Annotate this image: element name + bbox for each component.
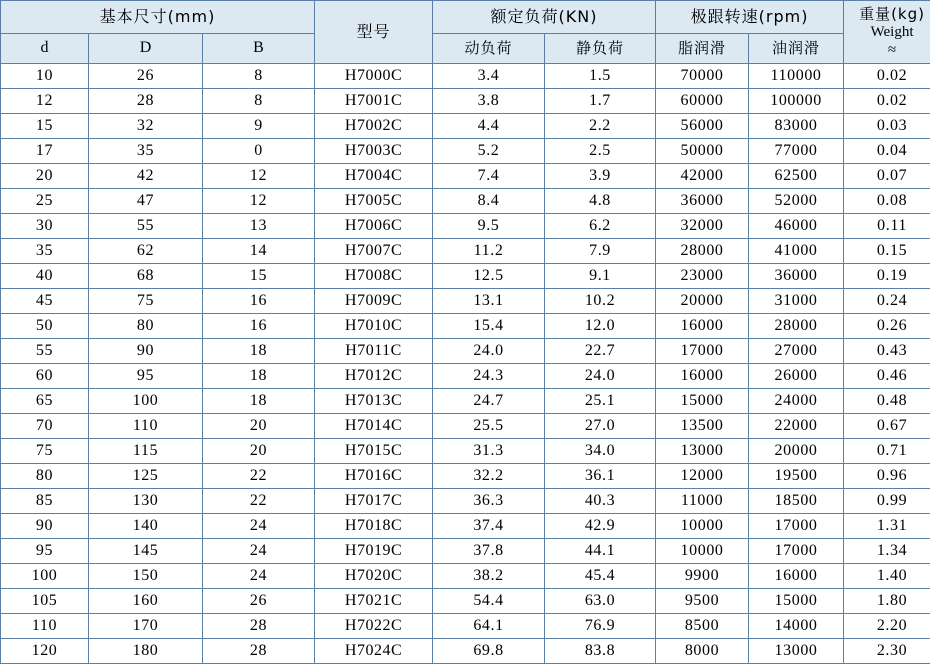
cell-stat: 6.2 (545, 214, 656, 239)
cell-dyn: 15.4 (433, 314, 545, 339)
cell-grease: 16000 (656, 364, 749, 389)
cell-D: 55 (89, 214, 203, 239)
cell-stat: 4.8 (545, 189, 656, 214)
cell-B: 26 (203, 589, 315, 614)
table-row (1, 214, 930, 239)
cell-oil: 18500 (749, 489, 844, 514)
cell-model: H7008C (315, 264, 433, 289)
cell-weight: 0.07 (844, 164, 930, 189)
cell-dyn: 69.8 (433, 639, 545, 664)
cell-weight: 0.48 (844, 389, 930, 414)
cell-d: 110 (1, 614, 89, 639)
table-row (1, 389, 930, 414)
cell-B: 18 (203, 364, 315, 389)
cell-grease: 9900 (656, 564, 749, 589)
cell-B: 16 (203, 314, 315, 339)
cell-model: H7000C (315, 64, 433, 89)
cell-B: 18 (203, 339, 315, 364)
table-row (1, 564, 930, 589)
cell-weight: 1.31 (844, 514, 930, 539)
cell-dyn: 32.2 (433, 464, 545, 489)
cell-B: 24 (203, 564, 315, 589)
table-row (1, 539, 930, 564)
cell-model: H7006C (315, 214, 433, 239)
cell-d: 20 (1, 164, 89, 189)
header-weight-line3: ≈ (846, 41, 930, 59)
header-row-sub (1, 33, 930, 63)
cell-B: 24 (203, 514, 315, 539)
cell-model: H7003C (315, 139, 433, 164)
cell-model: H7014C (315, 414, 433, 439)
cell-grease: 8500 (656, 614, 749, 639)
cell-B: 0 (203, 139, 315, 164)
cell-grease: 20000 (656, 289, 749, 314)
cell-oil: 31000 (749, 289, 844, 314)
cell-dyn: 11.2 (433, 239, 545, 264)
cell-stat: 22.7 (545, 339, 656, 364)
cell-weight: 0.15 (844, 239, 930, 264)
cell-weight: 0.96 (844, 464, 930, 489)
cell-dyn: 8.4 (433, 189, 545, 214)
cell-stat: 9.1 (545, 264, 656, 289)
cell-d: 75 (1, 439, 89, 464)
cell-model: H7011C (315, 339, 433, 364)
cell-model: H7024C (315, 639, 433, 664)
cell-D: 80 (89, 314, 203, 339)
cell-dyn: 54.4 (433, 589, 545, 614)
cell-D: 180 (89, 639, 203, 664)
cell-weight: 0.71 (844, 439, 930, 464)
cell-oil: 100000 (749, 89, 844, 114)
cell-weight: 0.03 (844, 114, 930, 139)
table-row (1, 589, 930, 614)
table-row (1, 239, 930, 264)
cell-B: 8 (203, 89, 315, 114)
cell-B: 20 (203, 414, 315, 439)
cell-d: 85 (1, 489, 89, 514)
cell-dyn: 12.5 (433, 264, 545, 289)
cell-dyn: 7.4 (433, 164, 545, 189)
cell-dyn: 36.3 (433, 489, 545, 514)
cell-d: 15 (1, 114, 89, 139)
cell-oil: 36000 (749, 264, 844, 289)
cell-d: 70 (1, 414, 89, 439)
cell-oil: 52000 (749, 189, 844, 214)
cell-D: 62 (89, 239, 203, 264)
cell-d: 30 (1, 214, 89, 239)
cell-weight: 2.20 (844, 614, 930, 639)
header-sub-grease-lubrication: 脂润滑 (656, 33, 749, 63)
cell-B: 20 (203, 439, 315, 464)
cell-weight: 0.11 (844, 214, 930, 239)
cell-stat: 1.7 (545, 89, 656, 114)
cell-oil: 24000 (749, 389, 844, 414)
cell-oil: 26000 (749, 364, 844, 389)
table-row (1, 314, 930, 339)
cell-D: 26 (89, 64, 203, 89)
cell-dyn: 24.3 (433, 364, 545, 389)
cell-B: 8 (203, 64, 315, 89)
cell-stat: 45.4 (545, 564, 656, 589)
cell-stat: 27.0 (545, 414, 656, 439)
cell-stat: 40.3 (545, 489, 656, 514)
cell-oil: 17000 (749, 539, 844, 564)
cell-dyn: 24.0 (433, 339, 545, 364)
cell-d: 12 (1, 89, 89, 114)
cell-stat: 83.8 (545, 639, 656, 664)
cell-D: 130 (89, 489, 203, 514)
cell-grease: 42000 (656, 164, 749, 189)
header-sub-dynamic-load: 动负荷 (433, 33, 545, 63)
cell-D: 47 (89, 189, 203, 214)
cell-d: 100 (1, 564, 89, 589)
cell-model: H7017C (315, 489, 433, 514)
cell-D: 90 (89, 339, 203, 364)
cell-model: H7001C (315, 89, 433, 114)
cell-D: 160 (89, 589, 203, 614)
cell-oil: 20000 (749, 439, 844, 464)
cell-D: 100 (89, 389, 203, 414)
cell-B: 16 (203, 289, 315, 314)
cell-stat: 3.9 (545, 164, 656, 189)
cell-D: 115 (89, 439, 203, 464)
cell-weight: 1.34 (844, 539, 930, 564)
cell-model: H7016C (315, 464, 433, 489)
cell-grease: 13500 (656, 414, 749, 439)
cell-weight: 2.30 (844, 639, 930, 664)
cell-weight: 0.02 (844, 64, 930, 89)
cell-stat: 44.1 (545, 539, 656, 564)
table-row (1, 264, 930, 289)
cell-d: 35 (1, 239, 89, 264)
cell-oil: 28000 (749, 314, 844, 339)
cell-grease: 10000 (656, 539, 749, 564)
cell-stat: 7.9 (545, 239, 656, 264)
cell-dyn: 25.5 (433, 414, 545, 439)
cell-B: 12 (203, 189, 315, 214)
cell-model: H7007C (315, 239, 433, 264)
cell-stat: 1.5 (545, 64, 656, 89)
cell-grease: 60000 (656, 89, 749, 114)
cell-oil: 41000 (749, 239, 844, 264)
header-sub-B: B (203, 33, 315, 63)
table-row (1, 289, 930, 314)
header-model: 型号 (315, 1, 433, 64)
cell-oil: 15000 (749, 589, 844, 614)
header-basic-dimensions: 基本尺寸(mm) (1, 1, 315, 34)
header-weight-line2: Weight (846, 23, 930, 41)
cell-dyn: 13.1 (433, 289, 545, 314)
cell-weight: 0.46 (844, 364, 930, 389)
cell-weight: 0.08 (844, 189, 930, 214)
table-row (1, 464, 930, 489)
cell-model: H7009C (315, 289, 433, 314)
cell-weight: 0.02 (844, 89, 930, 114)
cell-weight: 1.40 (844, 564, 930, 589)
cell-d: 45 (1, 289, 89, 314)
cell-weight: 0.67 (844, 414, 930, 439)
cell-d: 120 (1, 639, 89, 664)
cell-D: 35 (89, 139, 203, 164)
cell-stat: 63.0 (545, 589, 656, 614)
cell-D: 28 (89, 89, 203, 114)
header-weight-line1: 重量(kg) (846, 5, 930, 23)
cell-grease: 50000 (656, 139, 749, 164)
cell-d: 90 (1, 514, 89, 539)
cell-grease: 23000 (656, 264, 749, 289)
cell-dyn: 31.3 (433, 439, 545, 464)
cell-oil: 14000 (749, 614, 844, 639)
cell-model: H7022C (315, 614, 433, 639)
cell-B: 14 (203, 239, 315, 264)
header-sub-oil-lubrication: 油润滑 (749, 33, 844, 63)
header-limiting-speed: 极跟转速(rpm) (656, 1, 844, 34)
cell-weight: 0.04 (844, 139, 930, 164)
cell-D: 140 (89, 514, 203, 539)
cell-D: 32 (89, 114, 203, 139)
table-row (1, 414, 930, 439)
cell-D: 95 (89, 364, 203, 389)
cell-weight: 0.26 (844, 314, 930, 339)
cell-dyn: 24.7 (433, 389, 545, 414)
cell-B: 12 (203, 164, 315, 189)
cell-grease: 13000 (656, 439, 749, 464)
header-sub-static-load: 静负荷 (545, 33, 656, 63)
header-weight (844, 1, 930, 64)
cell-stat: 2.5 (545, 139, 656, 164)
cell-d: 80 (1, 464, 89, 489)
cell-B: 13 (203, 214, 315, 239)
cell-B: 9 (203, 114, 315, 139)
cell-D: 110 (89, 414, 203, 439)
cell-oil: 27000 (749, 339, 844, 364)
cell-d: 40 (1, 264, 89, 289)
cell-dyn: 38.2 (433, 564, 545, 589)
cell-D: 75 (89, 289, 203, 314)
cell-B: 22 (203, 489, 315, 514)
cell-dyn: 3.4 (433, 64, 545, 89)
cell-stat: 12.0 (545, 314, 656, 339)
cell-d: 95 (1, 539, 89, 564)
cell-stat: 42.9 (545, 514, 656, 539)
cell-grease: 17000 (656, 339, 749, 364)
cell-grease: 36000 (656, 189, 749, 214)
cell-grease: 8000 (656, 639, 749, 664)
cell-model: H7018C (315, 514, 433, 539)
cell-D: 170 (89, 614, 203, 639)
table-row (1, 639, 930, 664)
cell-model: H7020C (315, 564, 433, 589)
cell-dyn: 37.8 (433, 539, 545, 564)
cell-grease: 56000 (656, 114, 749, 139)
cell-weight: 0.19 (844, 264, 930, 289)
cell-oil: 83000 (749, 114, 844, 139)
cell-dyn: 37.4 (433, 514, 545, 539)
cell-oil: 46000 (749, 214, 844, 239)
cell-d: 10 (1, 64, 89, 89)
cell-dyn: 64.1 (433, 614, 545, 639)
cell-D: 125 (89, 464, 203, 489)
cell-stat: 36.1 (545, 464, 656, 489)
cell-stat: 10.2 (545, 289, 656, 314)
cell-stat: 76.9 (545, 614, 656, 639)
cell-oil: 110000 (749, 64, 844, 89)
cell-oil: 19500 (749, 464, 844, 489)
table-body (1, 64, 930, 664)
header-sub-d: d (1, 33, 89, 63)
cell-oil: 77000 (749, 139, 844, 164)
cell-grease: 10000 (656, 514, 749, 539)
table-row (1, 364, 930, 389)
table-row (1, 64, 930, 89)
header-sub-D: D (89, 33, 203, 63)
cell-stat: 25.1 (545, 389, 656, 414)
cell-model: H7002C (315, 114, 433, 139)
cell-D: 68 (89, 264, 203, 289)
table-row (1, 439, 930, 464)
cell-B: 28 (203, 639, 315, 664)
cell-grease: 28000 (656, 239, 749, 264)
table-header (1, 1, 930, 64)
cell-B: 22 (203, 464, 315, 489)
cell-D: 42 (89, 164, 203, 189)
cell-oil: 22000 (749, 414, 844, 439)
cell-model: H7019C (315, 539, 433, 564)
cell-B: 28 (203, 614, 315, 639)
cell-oil: 17000 (749, 514, 844, 539)
cell-grease: 16000 (656, 314, 749, 339)
cell-d: 65 (1, 389, 89, 414)
cell-weight: 0.43 (844, 339, 930, 364)
table-row (1, 89, 930, 114)
table-row (1, 339, 930, 364)
cell-grease: 15000 (656, 389, 749, 414)
table-row (1, 614, 930, 639)
table-row (1, 489, 930, 514)
header-rated-load: 额定负荷(KN) (433, 1, 656, 34)
table-row (1, 164, 930, 189)
cell-stat: 2.2 (545, 114, 656, 139)
cell-model: H7004C (315, 164, 433, 189)
cell-grease: 32000 (656, 214, 749, 239)
cell-B: 18 (203, 389, 315, 414)
cell-grease: 12000 (656, 464, 749, 489)
cell-weight: 0.99 (844, 489, 930, 514)
table-row (1, 139, 930, 164)
cell-grease: 11000 (656, 489, 749, 514)
cell-model: H7010C (315, 314, 433, 339)
cell-dyn: 3.8 (433, 89, 545, 114)
cell-dyn: 5.2 (433, 139, 545, 164)
cell-d: 17 (1, 139, 89, 164)
cell-d: 50 (1, 314, 89, 339)
cell-d: 55 (1, 339, 89, 364)
cell-model: H7005C (315, 189, 433, 214)
cell-oil: 16000 (749, 564, 844, 589)
table-row (1, 514, 930, 539)
cell-B: 24 (203, 539, 315, 564)
cell-model: H7012C (315, 364, 433, 389)
cell-D: 145 (89, 539, 203, 564)
cell-oil: 13000 (749, 639, 844, 664)
cell-model: H7015C (315, 439, 433, 464)
cell-grease: 70000 (656, 64, 749, 89)
cell-dyn: 9.5 (433, 214, 545, 239)
cell-oil: 62500 (749, 164, 844, 189)
cell-model: H7021C (315, 589, 433, 614)
cell-weight: 0.24 (844, 289, 930, 314)
table-row (1, 114, 930, 139)
cell-d: 25 (1, 189, 89, 214)
cell-weight: 1.80 (844, 589, 930, 614)
cell-grease: 9500 (656, 589, 749, 614)
cell-D: 150 (89, 564, 203, 589)
cell-dyn: 4.4 (433, 114, 545, 139)
cell-B: 15 (203, 264, 315, 289)
cell-stat: 34.0 (545, 439, 656, 464)
cell-d: 60 (1, 364, 89, 389)
header-row-group (1, 1, 930, 34)
cell-stat: 24.0 (545, 364, 656, 389)
cell-model: H7013C (315, 389, 433, 414)
cell-d: 105 (1, 589, 89, 614)
table-row (1, 189, 930, 214)
